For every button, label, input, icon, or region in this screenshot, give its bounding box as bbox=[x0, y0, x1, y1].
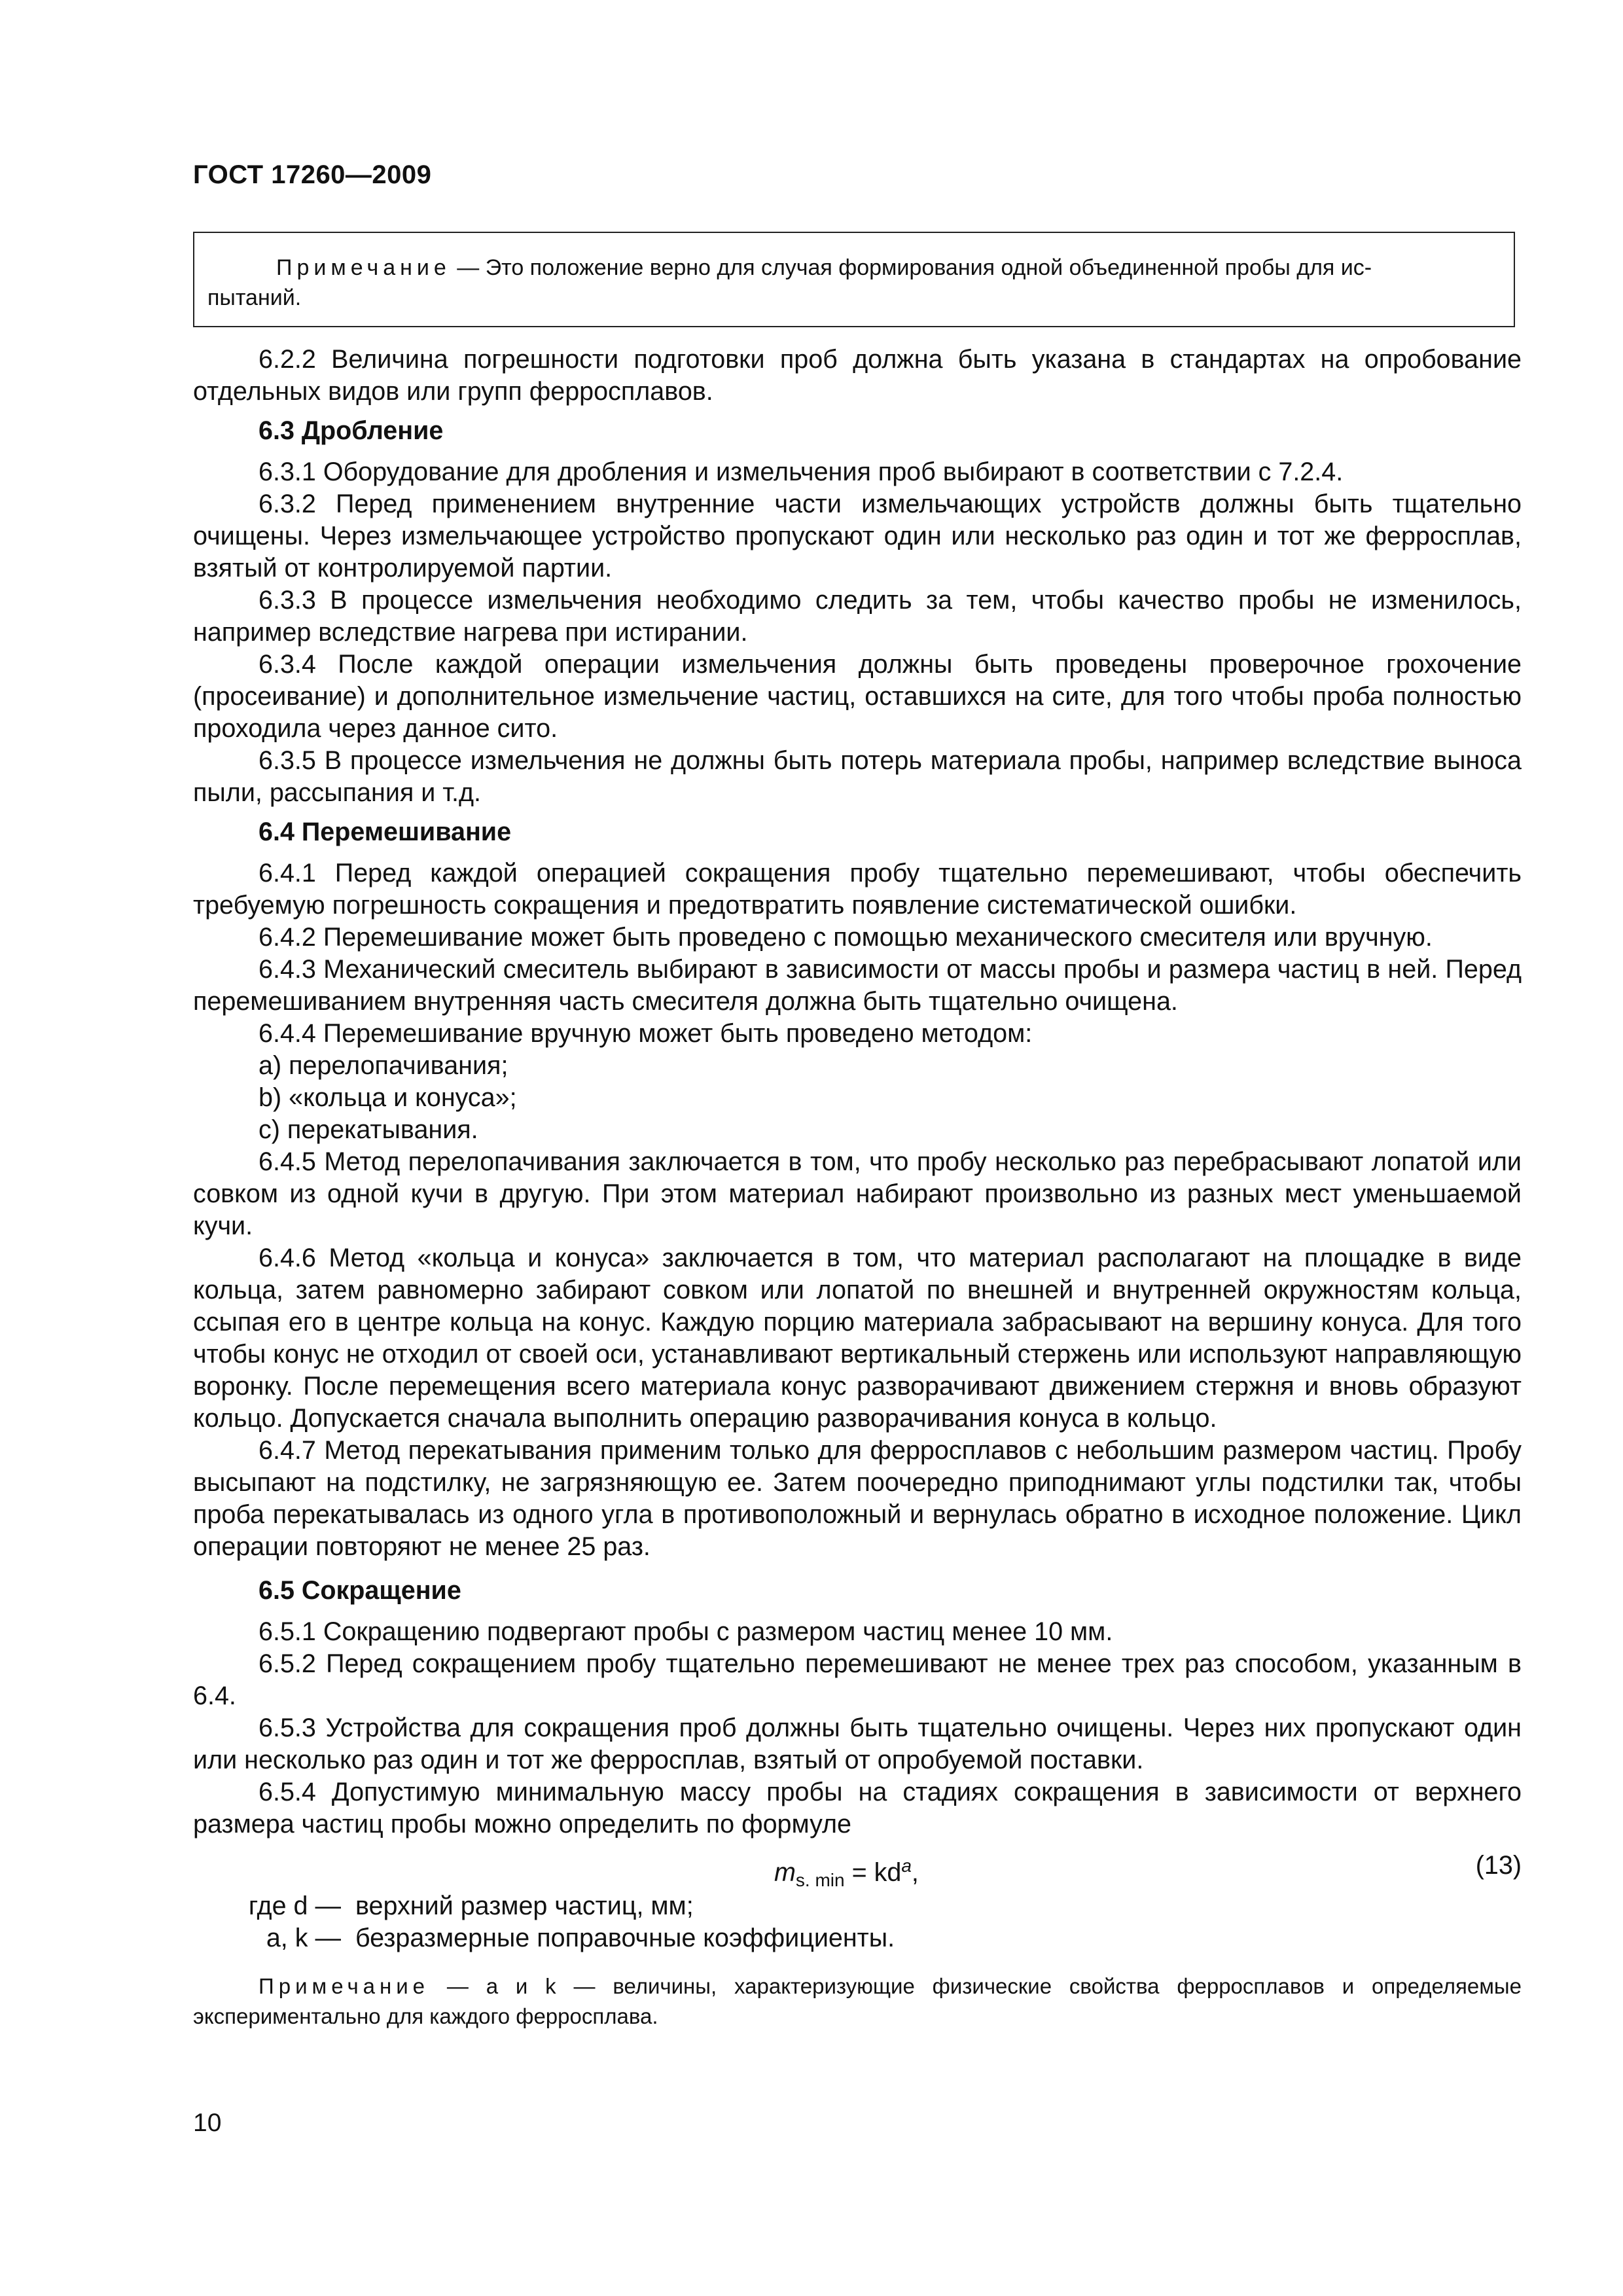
formula-legend bbox=[193, 1890, 1522, 1954]
paragraph-6-4-1: 6.4.1 Перед каждой операцией сокращения пробу тщательно перемешивают, чтобы обеспечить требуемую погрешность сокращения и предотвратить появление систематической ошибки. bbox=[193, 859, 1522, 920]
paragraph-6-5-4: 6.5.4 Допустимую минимальную массу пробы на стадиях сокращения в зависимости от верхнего размера частиц пробы можно определить по формуле bbox=[193, 1778, 1522, 1839]
list-item: c) перекатывания. bbox=[259, 1115, 478, 1144]
paragraph-6-4-3: 6.4.3 Механический смеситель выбирают в зависимости от массы пробы и размера частиц в ней. Перед перемешиванием внутренняя часть смесителя должна быть тщательно очищена. bbox=[193, 955, 1522, 1016]
framed-note bbox=[193, 232, 1515, 327]
paragraph-6-3-3: 6.3.3 В процессе измельчения необходимо следить за тем, чтобы качество пробы не изменилось, например вследствие нагрева при истирании. bbox=[193, 586, 1522, 647]
formula-expression: $m_{s. min} = kd^a$, bbox=[774, 1856, 919, 1890]
section-heading-6-5: 6.5 Сокращение bbox=[259, 1576, 461, 1605]
paragraph-6-5-2: 6.5.2 Перед сокращением пробу тщательно перемешивают не менее трех раз способом, указанным в 6.4. bbox=[193, 1649, 1522, 1710]
legend-label: a, k — bbox=[266, 1924, 341, 1952]
paragraph-6-4-4: 6.4.4 Перемешивание вручную может быть проведено методом: bbox=[259, 1019, 1033, 1048]
section-heading-6-4: 6.4 Перемешивание bbox=[259, 817, 512, 846]
section-heading-6-3: 6.3 Дробление bbox=[259, 416, 444, 445]
paragraph-6-3-1: 6.3.1 Оборудование для дробления и измельчения проб выбирают в соответствии с 7.2.4. bbox=[259, 457, 1344, 486]
formula-13 bbox=[193, 1850, 1522, 1889]
list-item: a) перелопачивания; bbox=[259, 1051, 508, 1080]
bottom-note bbox=[193, 1971, 1522, 2032]
paragraph-6-4-7: 6.4.7 Метод перекатывания применим только для ферросплавов с небольшим размером частиц. Пробу высыпают на подстилку, не загрязняющую ее. Затем поочередно приподнимают углы подстилки так, чтобы проба перекатывалась из одного угла в противоположный и вернулась обратно в исходное положение. Цикл операции повторяют не менее 25 раз. bbox=[193, 1436, 1522, 1561]
paragraph-6-3-4: 6.3.4 После каждой операции измельчения должны быть проведены проверочное грохочение (просеивание) и дополнительное измельчение частиц, оставшихся на сите, для того чтобы проба полностью проходила через данное сито. bbox=[193, 650, 1522, 743]
paragraph-6-4-5: 6.4.5 Метод перелопачивания заключается в том, что пробу несколько раз перебрасывают лопатой или совком из одной кучи в другую. При этом материал набирают произвольно из разных мест уменьшаемой кучи. bbox=[193, 1147, 1522, 1240]
document-body bbox=[193, 344, 1522, 2032]
paragraph-6-5-3: 6.5.3 Устройства для сокращения проб должны быть тщательно очищены. Через них пропускают один или несколько раз один и тот же ферросплав, взятый от опробуемой поставки. bbox=[193, 1713, 1522, 1774]
legend-text: верхний размер частиц, мм; bbox=[355, 1892, 694, 1920]
list-item: b) «кольца и конуса»; bbox=[259, 1083, 517, 1112]
paragraph-6-3-5: 6.3.5 В процессе измельчения не должны быть потерь материала пробы, например вследствие выноса пыли, рассыпания и т.д. bbox=[193, 746, 1522, 807]
note-text: — Это положение верно для случая формирования одной объединенной пробы для ис- bbox=[450, 255, 1372, 280]
paragraph-6-4-6: 6.4.6 Метод «кольца и конуса» заключается в том, что материал располагают на площадке в виде кольца, затем равномерно забирают совком или лопатой по внешней и внутренней окружностям кольца, ссыпая его в центре кольца на конус. Каждую порцию материала забрасывают на вершину конуса. Для того чтобы конус не отходил от своей оси, устанавливают вертикальный стержень или используют направляющую воронку. После перемещения всего материала конус разворачивают движением стержня и вновь образуют кольцо. Допускается сначала выполнить операцию разворачивания конуса в кольцо. bbox=[193, 1244, 1522, 1433]
legend-row bbox=[211, 1922, 1522, 1954]
page-number: 10 bbox=[193, 2109, 222, 2137]
legend-text: безразмерные поправочные коэффициенты. bbox=[355, 1924, 895, 1952]
document-header: ГОСТ 17260—2009 bbox=[193, 160, 432, 189]
legend-label: где d — bbox=[248, 1892, 341, 1920]
paragraph-6-4-2: 6.4.2 Перемешивание может быть проведено с помощью механического смесителя или вручную. bbox=[259, 923, 1433, 952]
formula-number: (13) bbox=[1475, 1851, 1522, 1880]
paragraph-6-2-2: 6.2.2 Величина погрешности подготовки проб должна быть указана в стандартах на опробование отдельных видов или групп ферросплавов. bbox=[193, 345, 1522, 406]
bottom-note-text: — a и k — величины, характеризующие физические свойства ферросплавов и определяемые экспериментально для каждого ферросплава. bbox=[193, 1974, 1522, 2028]
note-label: Примечание bbox=[276, 255, 451, 280]
bottom-note-label: Примечание bbox=[259, 1974, 430, 1998]
note-text-cont: пытаний. bbox=[207, 285, 302, 310]
paragraph-6-3-2: 6.3.2 Перед применением внутренние части измельчающих устройств должны быть тщательно очищены. Через измельчающее устройство пропускают один или несколько раз один и тот же ферросплав, взятый от контролируемой партии. bbox=[193, 490, 1522, 583]
paragraph-6-5-1: 6.5.1 Сокращению подвергают пробы с размером частиц менее 10 мм. bbox=[259, 1617, 1113, 1646]
